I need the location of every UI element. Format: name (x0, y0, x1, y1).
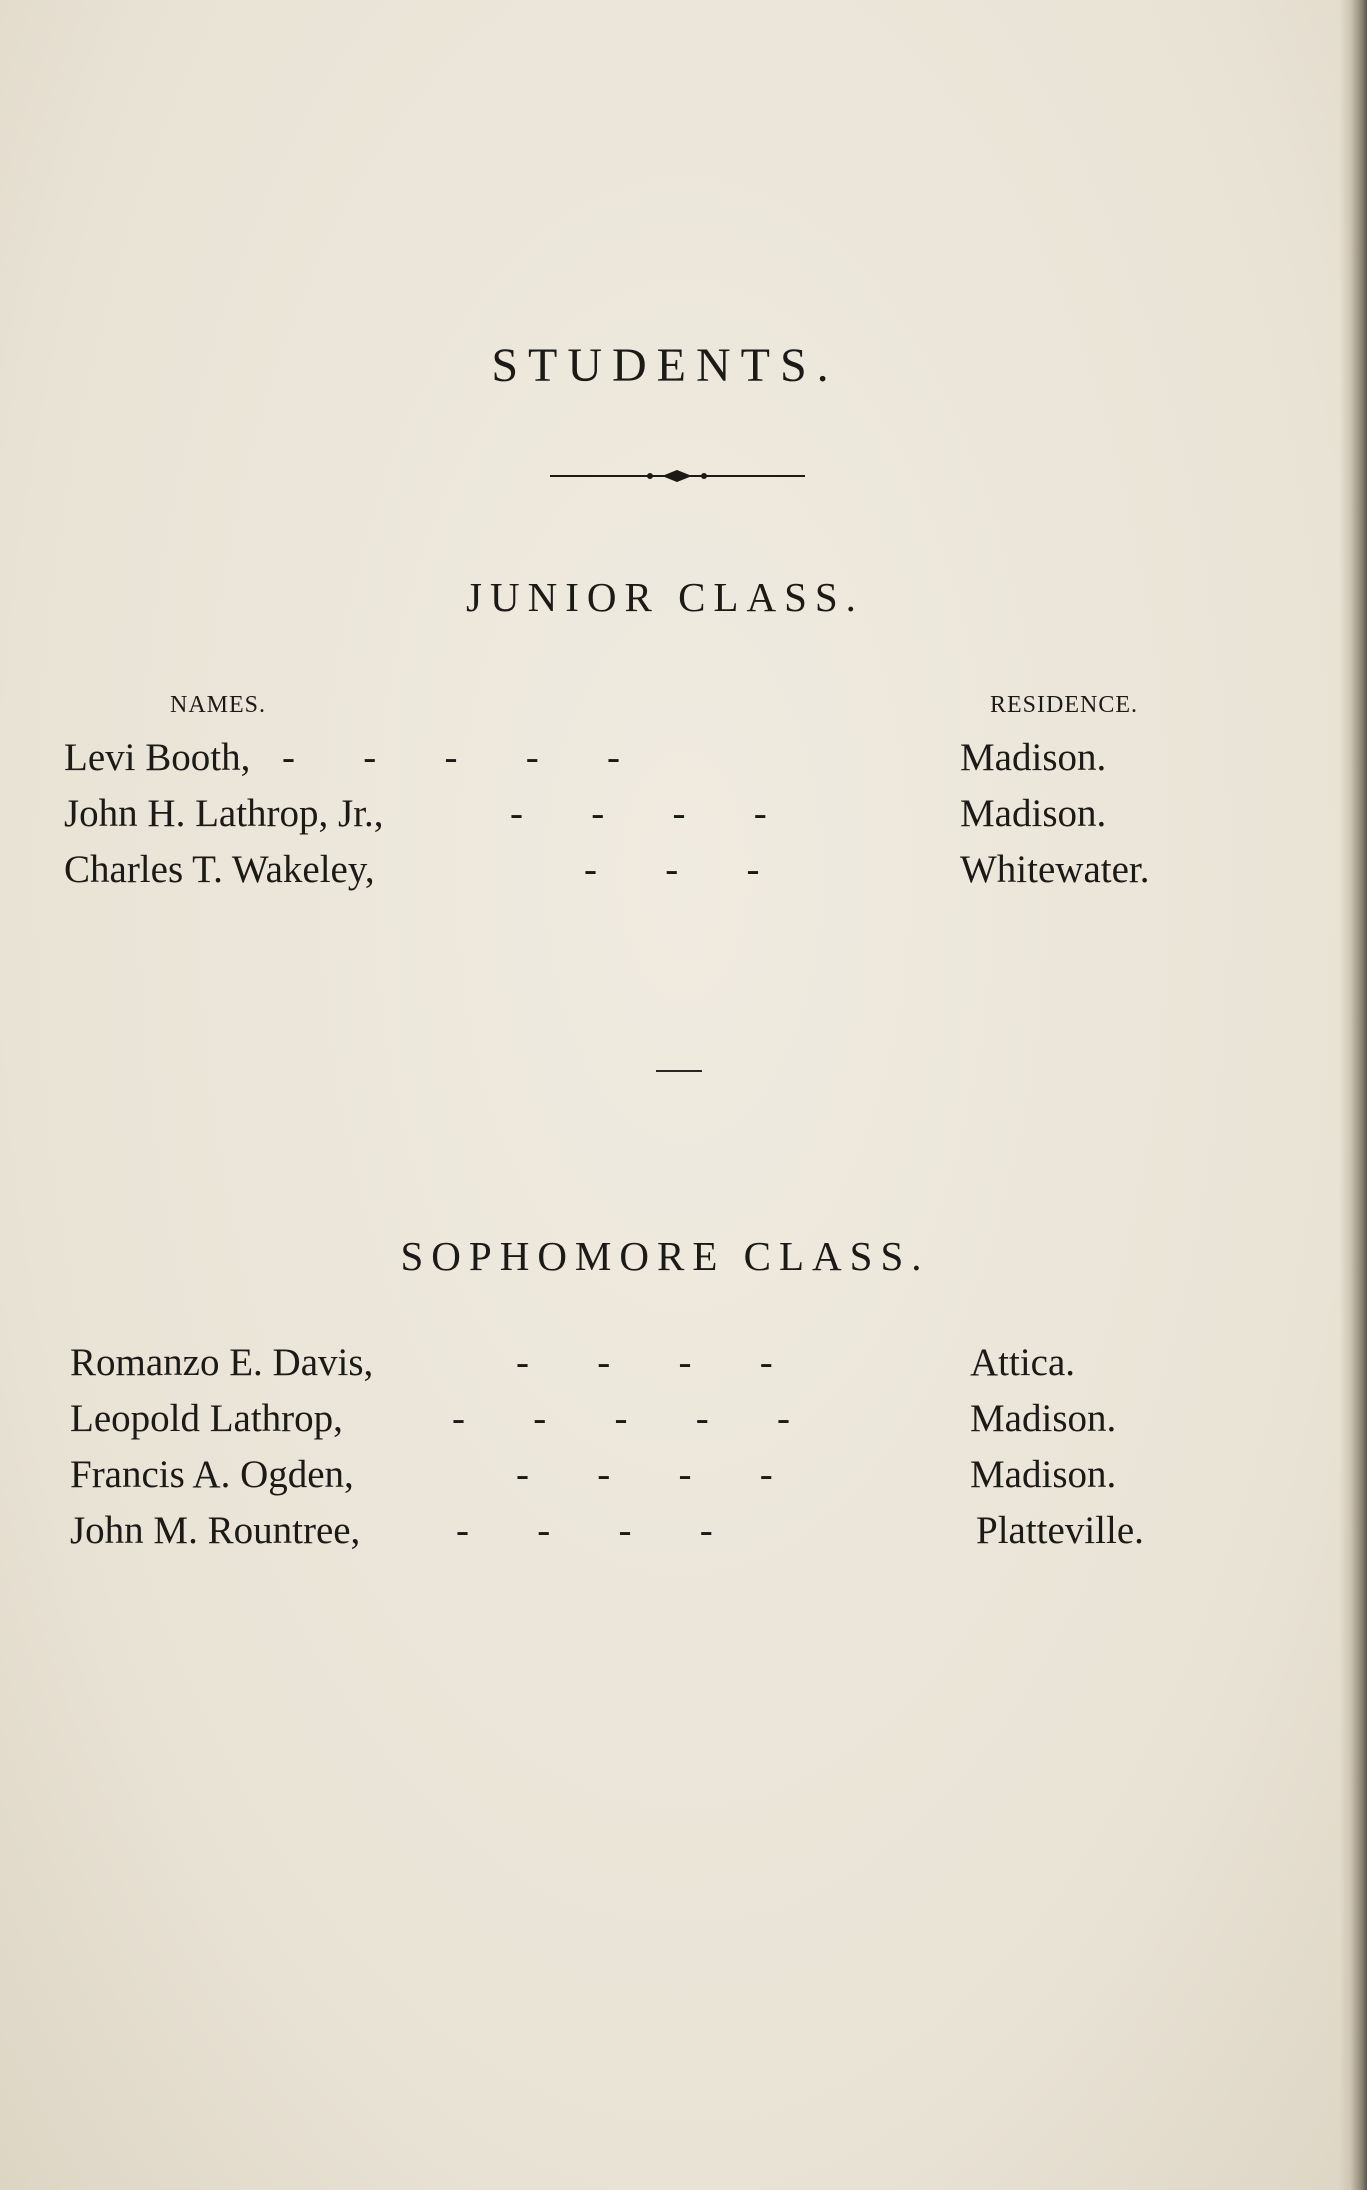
student-name: Charles T. Wakeley, (64, 848, 375, 891)
student-name: Francis A. Ogden, (70, 1453, 354, 1496)
dot-leader: - - - - - (282, 736, 620, 779)
sophomore-class-heading: SOPHOMORE CLASS. (400, 1233, 930, 1279)
list-item (0, 847, 1367, 901)
page-title: STUDENTS. (491, 339, 839, 393)
section-divider (656, 1070, 702, 1072)
list-item (0, 1340, 1367, 1394)
student-residence: Madison. (970, 1397, 1117, 1440)
dot-leader: - - - - - (452, 1397, 790, 1440)
student-residence: Whitewater. (960, 848, 1150, 891)
ornamental-rule (550, 466, 805, 486)
dot-leader: - - - (584, 848, 760, 891)
dot-leader: - - - - (516, 1453, 773, 1496)
list-item (0, 1508, 1367, 1562)
student-name: Leopold Lathrop, (70, 1397, 343, 1440)
list-item (0, 791, 1367, 845)
student-residence: Madison. (960, 792, 1107, 835)
student-name: John H. Lathrop, Jr., (64, 792, 384, 835)
list-item (0, 1452, 1367, 1506)
student-name: Romanzo E. Davis, (70, 1341, 374, 1384)
dot-leader: - - - - (516, 1341, 773, 1384)
names-column-header: NAMES. (170, 692, 267, 718)
dot-leader: - - - - (510, 792, 767, 835)
residence-column-header: RESIDENCE. (990, 692, 1138, 718)
student-name: Levi Booth, (64, 736, 251, 779)
student-residence: Platteville. (976, 1509, 1144, 1552)
student-residence: Madison. (960, 736, 1107, 779)
student-name: John M. Rountree, (70, 1509, 361, 1552)
junior-class-heading: JUNIOR CLASS. (466, 574, 864, 620)
student-residence: Madison. (970, 1453, 1117, 1496)
list-item (0, 735, 1367, 789)
dot-leader: - - - - (456, 1509, 713, 1552)
student-residence: Attica. (970, 1341, 1076, 1384)
page-gutter-shadow (1339, 0, 1367, 2190)
list-item (0, 1396, 1367, 1450)
